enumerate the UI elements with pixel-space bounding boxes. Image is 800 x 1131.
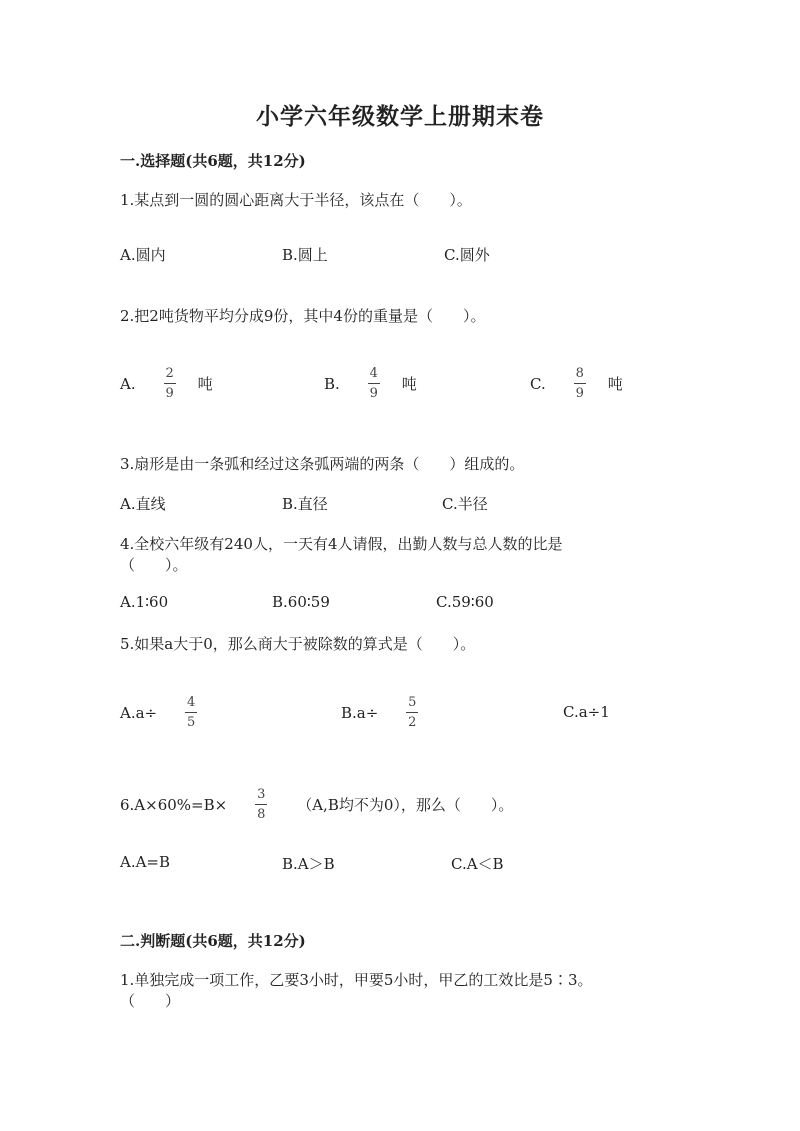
question-3-option-b: B.直径 (282, 495, 328, 513)
fraction-numerator: 3 (257, 787, 266, 802)
question-3-option-a: A.直线 (120, 495, 166, 513)
question-6-option-b: B.A＞B (282, 855, 335, 873)
fraction-numerator: 2 (165, 366, 174, 381)
question-6-suffix: （A,B均不为0），那么（ ）。 (297, 796, 514, 814)
question-4-option-a: A.1∶60 (120, 593, 169, 611)
fraction-denominator: 9 (575, 386, 584, 401)
unit: 吨 (401, 375, 417, 393)
fraction-denominator: 9 (165, 386, 174, 401)
question-1-option-c: C.圆外 (444, 246, 490, 264)
question-2-option-b (324, 366, 417, 401)
question-5-option-b (341, 695, 418, 730)
option-label: C. (530, 374, 546, 393)
fraction (255, 787, 267, 822)
fraction (406, 695, 418, 730)
option-label: A. (120, 374, 136, 393)
fraction (164, 366, 176, 401)
question-4-text-line1: 4.全校六年级有240人，一天有4人请假，出勤人数与总人数的比是 (120, 535, 563, 553)
fraction (368, 366, 380, 401)
unit: 吨 (197, 375, 213, 393)
question-3-option-c: C.半径 (442, 495, 488, 513)
question-2-option-c (530, 366, 623, 401)
question-2-text: 2.把2吨货物平均分成9份，其中4份的重量是（ ）。 (120, 307, 486, 325)
question-3-text: 3.扇形是由一条弧和经过这条弧两端的两条（ ）组成的。 (120, 455, 525, 473)
fraction-denominator: 5 (186, 715, 196, 730)
question-2-option-a (120, 366, 213, 401)
fraction-denominator: 9 (369, 386, 378, 401)
fraction (574, 366, 586, 401)
question-1-text: 1.某点到一圆的圆心距离大于半径，该点在（ ）。 (120, 191, 472, 209)
question-4-option-c: C.59∶60 (436, 593, 494, 611)
page-title: 小学六年级数学上册期末卷 (256, 103, 544, 130)
section-heading-choice: 一.选择题(共6题，共12分) (120, 152, 306, 170)
question-5-text: 5.如果a大于0，那么商大于被除数的算式是（ ）。 (120, 635, 476, 653)
question-4-text-line2: （ ）。 (120, 556, 188, 574)
unit: 吨 (607, 375, 623, 393)
option-label: A.a÷ (120, 703, 158, 722)
fraction-numerator: 5 (408, 695, 417, 710)
question-4-option-b: B.60∶59 (272, 593, 330, 611)
question-5-option-a (120, 695, 197, 730)
fraction-numerator: 4 (369, 366, 378, 381)
question-5-option-c: C.a÷1 (563, 703, 610, 721)
judge-1-text-line2: （ ） (120, 992, 181, 1010)
question-6-option-a: A.A=B (120, 853, 171, 871)
question-6-prefix: 6.A×60%=B× (120, 795, 228, 814)
question-6-option-c: C.A＜B (451, 855, 504, 873)
question-6-text (120, 787, 513, 822)
judge-1-text-line1: 1.单独完成一项工作，乙要3小时，甲要5小时，甲乙的工效比是5∶3。 (120, 971, 593, 989)
fraction-numerator: 8 (575, 366, 584, 381)
question-1-option-b: B.圆上 (282, 246, 328, 264)
question-1-option-a: A.圆内 (120, 246, 166, 264)
fraction-denominator: 8 (257, 807, 266, 822)
section-heading-true-false: 二.判断题(共6题，共12分) (120, 932, 306, 950)
fraction-numerator: 4 (186, 695, 196, 710)
option-label: B. (324, 374, 340, 393)
option-label: B.a÷ (341, 703, 379, 722)
fraction (185, 695, 197, 730)
fraction-denominator: 2 (408, 715, 417, 730)
